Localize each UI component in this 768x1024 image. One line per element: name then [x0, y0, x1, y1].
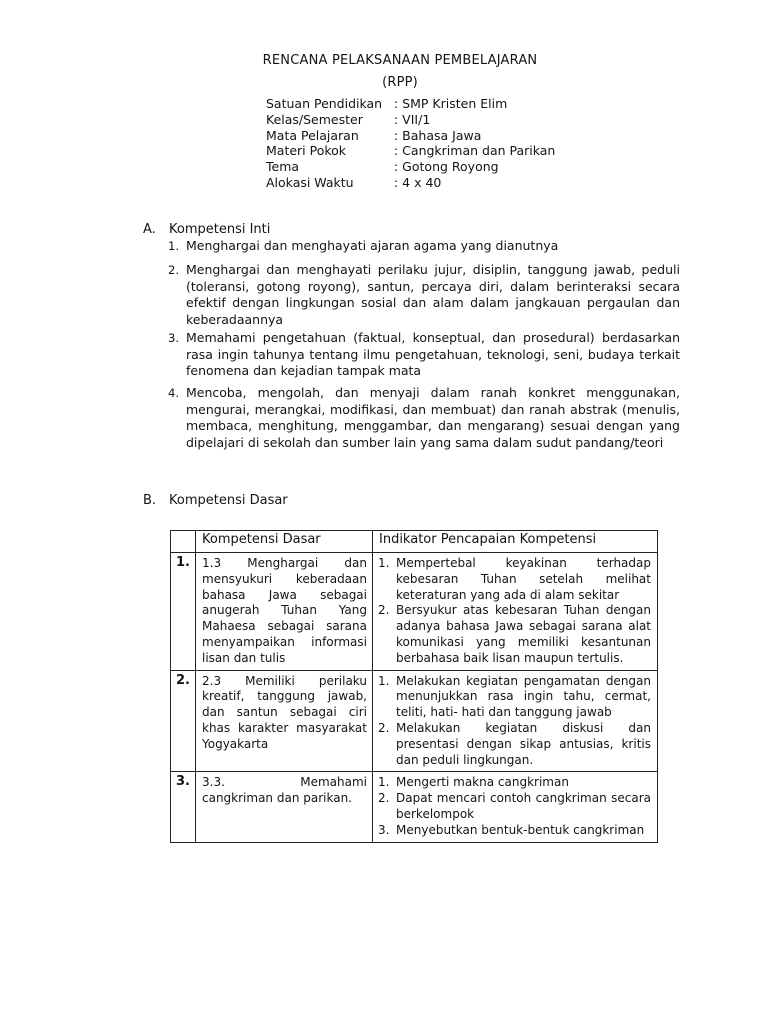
indicator-item [378, 674, 651, 721]
identity-value: : SMP Kristen Elim [394, 96, 508, 111]
indicator-text: Dapat mencari contoh cangkriman secara berkelompok [396, 791, 651, 821]
header-indikator: Indikator Pencapaian Kompetensi [373, 531, 658, 553]
indicator-number: 2. [378, 720, 390, 735]
section-a-heading [143, 222, 270, 237]
kompetensi-dasar-cell: 3.3. Memahami cangkriman dan parikan. [196, 772, 373, 842]
indicator-number: 2. [378, 791, 390, 806]
indicator-item [378, 721, 651, 768]
identity-label: Alokasi Waktu [266, 174, 354, 190]
header-number-cell [171, 531, 196, 553]
indicator-item [378, 775, 651, 791]
item-number: 3. [168, 331, 179, 345]
table-header-row [171, 531, 658, 553]
indicator-number: 1. [378, 775, 390, 790]
indicator-item [378, 823, 651, 839]
table-row [171, 670, 658, 772]
identity-row [266, 143, 555, 159]
item-text: Mencoba, mengolah, dan menyaji dalam ranah konkret menggunakan, mengurai, merangkai, modifikasi, dan membuat) dan ranah abstrak (menulis, membaca, menghitung, menggambar, dan mengarang) sesuai dengan yang dipelajari di sekolah dan sumber lain yang sama dalam sudut pandang/teori [186, 385, 680, 450]
row-number: 3. [171, 772, 196, 842]
item-text: Menghargai dan menghayati ajaran agama yang dianutnya [186, 238, 559, 253]
indicator-text: Melakukan kegiatan diskusi dan presentasi dengan sikap antusias, kritis dan peduli lingkungan. [396, 720, 651, 767]
indicator-text: Menyebutkan bentuk-bentuk cangkriman [396, 822, 645, 837]
section-letter: A. [143, 222, 156, 237]
kompetensi-dasar-cell: 2.3 Memiliki perilaku kreatif, tanggung jawab, dan santun sebagai ciri khas karakter masyarakat Yogyakarta [196, 670, 373, 772]
indicator-text: Bersyukur atas kebesaran Tuhan dengan adanya bahasa Jawa sebagai sarana alat komunikasi yang memiliki kesantunan berbahasa baik lisan maupun tertulis. [396, 603, 651, 665]
section-title: Kompetensi Dasar [169, 493, 288, 508]
kompetensi-inti-item [168, 238, 680, 255]
indicator-item [378, 556, 651, 603]
section-b-heading [143, 493, 288, 508]
row-number: 2. [171, 670, 196, 772]
document-subtitle: (RPP) [382, 75, 418, 90]
kompetensi-dasar-table [170, 530, 658, 843]
identity-row [266, 175, 555, 191]
item-number: 4. [168, 386, 179, 400]
identity-row [266, 159, 555, 175]
indicator-text: Melakukan kegiatan pengamatan dengan menunjukkan rasa ingin tahu, cermat, teliti, hati- hati dan tanggung jawab [396, 673, 651, 720]
item-number: 1. [168, 239, 179, 253]
identity-value: : Bahasa Jawa [394, 127, 482, 143]
identity-row [266, 128, 555, 144]
identity-block [266, 96, 555, 191]
indicator-number: 1. [378, 673, 390, 688]
identity-row [266, 112, 555, 128]
row-number: 1. [171, 553, 196, 671]
kompetensi-inti-item [168, 262, 680, 328]
identity-value: : 4 x 40 [394, 174, 442, 190]
indicator-item [378, 791, 651, 823]
section-letter: B. [143, 493, 157, 508]
identity-value: : Gotong Royong [394, 159, 499, 175]
indikator-cell [373, 670, 658, 772]
identity-label: Satuan Pendidikan [266, 96, 383, 111]
indicator-item [378, 603, 651, 666]
identity-label: Mata Pelajaran [266, 127, 359, 143]
indicator-text: Mempertebal keyakinan terhadap kebesaran Tuhan setelah melihat keteraturan yang ada di alam sekitar [396, 556, 651, 602]
table-row [171, 772, 658, 842]
indicator-list [378, 556, 651, 667]
indicator-number: 3. [378, 822, 390, 837]
header-kompetensi-dasar: Kompetensi Dasar [196, 531, 373, 553]
indicator-list [378, 674, 651, 769]
kompetensi-dasar-cell: 1.3 Menghargai dan mensyukuri keberadaan bahasa Jawa sebagai anugerah Tuhan Yang Mahaesa sebagai sarana menyampaikan informasi lisan dan tulis [196, 553, 373, 671]
indicator-number: 1. [378, 556, 390, 570]
indikator-cell [373, 772, 658, 842]
identity-label: Materi Pokok [266, 143, 347, 159]
section-title: Kompetensi Inti [169, 222, 271, 237]
identity-value: : VII/1 [394, 111, 431, 127]
identity-label: Tema [266, 159, 300, 175]
indicator-list [378, 775, 651, 838]
identity-label: Kelas/Semester [266, 111, 363, 127]
item-number: 2. [168, 263, 179, 277]
kompetensi-inti-item [168, 330, 680, 380]
item-text: Menghargai dan menghayati perilaku jujur, disiplin, tanggung jawab, peduli (toleransi, gotong royong), santun, percaya diri, dalam berinteraksi secara efektif dengan lingkungan sosial dan alam dalam jangkauan pergaulan dan keberadaannya [186, 262, 680, 327]
indikator-cell [373, 553, 658, 671]
kompetensi-inti-item [168, 385, 680, 451]
identity-value: : Cangkriman dan Parikan [394, 143, 556, 159]
identity-row [266, 96, 555, 112]
indicator-text: Mengerti makna cangkriman [396, 775, 569, 790]
table-row [171, 553, 658, 671]
indicator-number: 2. [378, 603, 390, 618]
item-text: Memahami pengetahuan (faktual, konseptual, dan prosedural) berdasarkan rasa ingin tahunya tentang ilmu pengetahuan, teknologi, seni, budaya terkait fenomena dan kejadian tampak mata [186, 330, 680, 378]
document-title: RENCANA PELAKSANAAN PEMBELAJARAN [262, 53, 538, 68]
